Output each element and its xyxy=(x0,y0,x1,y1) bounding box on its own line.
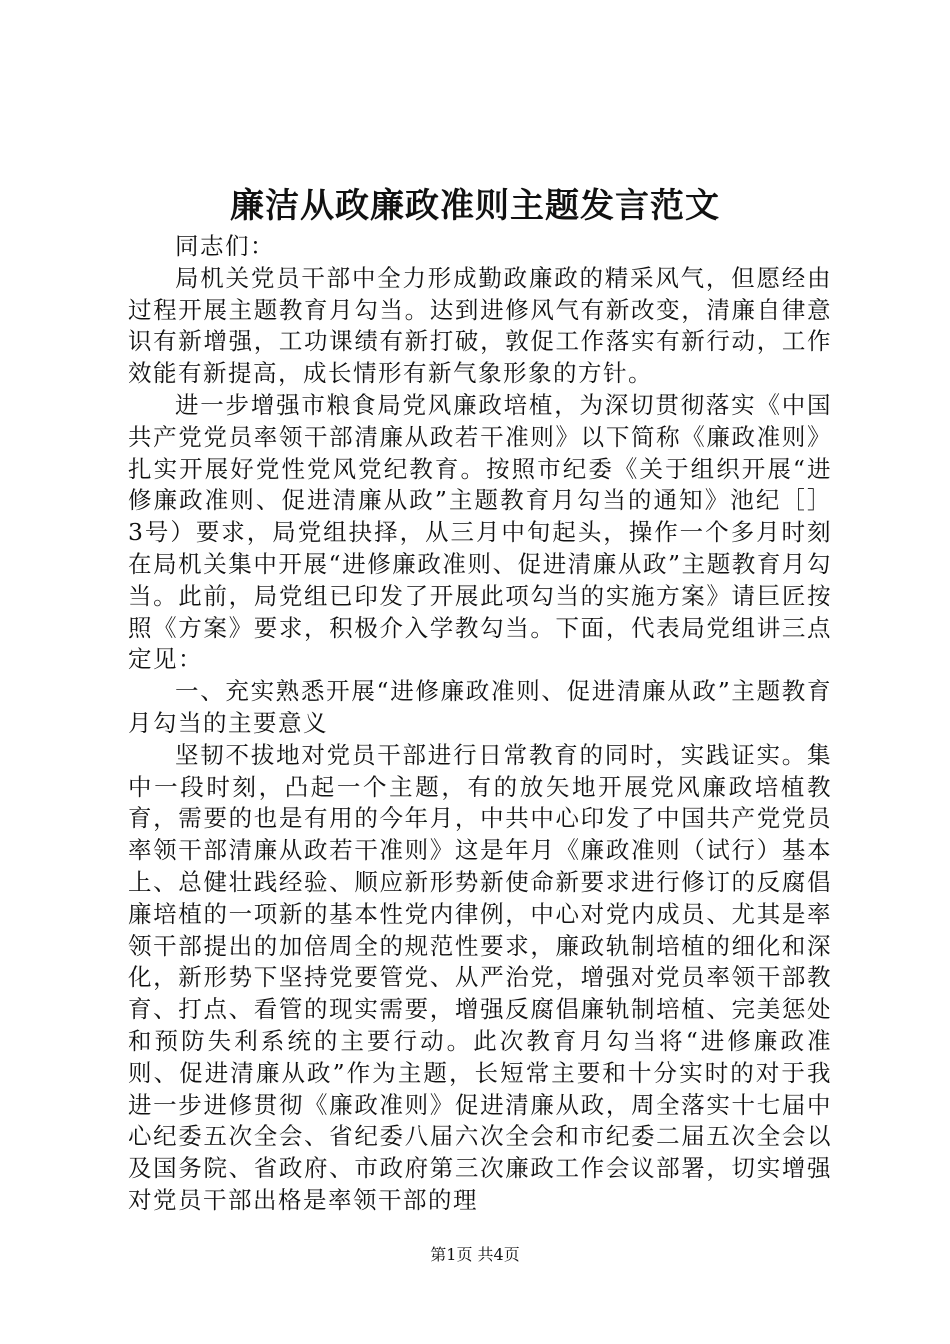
section-heading: 一、充实熟悉开展“进修廉政准则、促进清廉从政”主题教育月勾当的主要意义 xyxy=(128,677,832,737)
document-body xyxy=(128,231,832,1217)
body-paragraph: 局机关党员干部中全力形成勤政廉政的精采风气，但愿经由过程开展主题教育月勾当。达到进修风气有新改变，清廉自律意识有新增强，工功课绩有新打破，敦促工作落实有新行动，工作效能有新提高，成长情形有新气象形象的方针。 xyxy=(128,263,832,388)
body-paragraph: 坚韧不拔地对党员干部进行日常教育的同时，实践证实。集中一段时刻，凸起一个主题，有的放矢地开展党风廉政培植教育，需要的也是有用的今年月，中共中心印发了中国共产党党员率领干部清廉从政若干准则》这是年月《廉政准则（试行）基本上、总健壮践经验、顺应新形势新使命新要求进行修订的反腐倡廉培植的一项新的基本性党内律例，中心对党内成员、尤其是率领干部提出的加倍周全的规范性要求，廉政轨制培植的细化和深化，新形势下坚持党要管党、从严治党，增强对党员率领干部教育、打点、看管的现实需要，增强反腐倡廉轨制培植、完美惩处和预防失利系统的主要行动。此次教育月勾当将“进修廉政准则、促进清廉从政”作为主题，长短常主要和十分实时的对于我进一步进修贯彻《廉政准则》促进清廉从政，周全落实十七届中心纪委五次全会、省纪委八届六次全会和市纪委二届五次全会以及国务院、省政府、市政府第三次廉政工作会议部署，切实增强对党员干部出格是率领干部的理 xyxy=(128,740,832,1214)
page-footer: 第1页 共4页 xyxy=(430,1245,520,1264)
salutation-paragraph: 同志们： xyxy=(175,232,275,260)
body-paragraph: 进一步增强市粮食局党风廉政培植，为深切贯彻落实《中国共产党党员率领干部清廉从政若干准则》以下简称《廉政准则》扎实开展好党性党风党纪教育。按照市纪委《关于组织开展“进修廉政准则、促进清廉从政”主题教育月勾当的通知》池纪［］3号）要求，局党组抉择，从三月中旬起头，操作一个多月时刻在局机关集中开展“进修廉政准则、促进清廉从政”主题教育月勾当。此前，局党组已印发了开展此项勾当的实施方案》请巨匠按照《方案》要求，积极介入学教勾当。下面，代表局党组讲三点定见： xyxy=(128,390,832,674)
document-title: 廉洁从政廉政准则主题发言范文 xyxy=(230,186,720,226)
